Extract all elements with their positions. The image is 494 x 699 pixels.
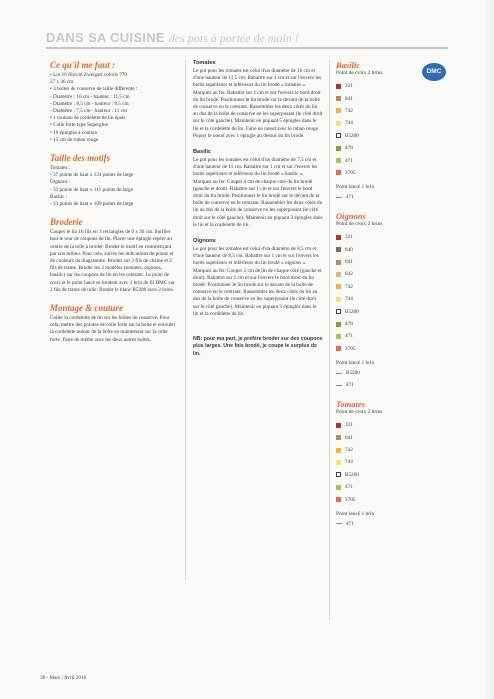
- thread-code: 470: [345, 321, 353, 328]
- thread-swatch: [336, 170, 341, 175]
- assembly-text: Coller la cordelette de lin sur les boîtes de conserve. Pour cela, mettre des pointes de colle forte sur la boîte et enrouler la cordelette autour de la boîte en maintenant sur la colle forte. Faire de même avec les deux autres boîtes.: [50, 315, 176, 343]
- embroidery-text: Couper le lin 16 fils en 3 rectangles de 9 x 36 cm. Surfiler tout le tour de coupons de lin. Placer une épingle repère au centre de la toile à broder. Broder le motif en commençant par son milieu. Pour cela, suivre les indications de points et de couleurs du diagramme. Brodez sur 2 fils de chaîne et 2 fils de trame. Broder les 3 modèles (tomates, oignons, basilic) sur les coupons de lin en les centrant. Le point de croix et le point lancé se brodent avec 1 brin de fil DMC sur 2 fils de trame de toile. Broder le blanc B5200 avec 2 brins.: [50, 229, 175, 293]
- thread-swatch: [336, 146, 341, 151]
- thread-code: 842: [345, 271, 353, 278]
- thread-swatch: [336, 247, 341, 252]
- page-edge-shadow: [484, 0, 494, 699]
- sizes-list-item: Basilic :: [50, 193, 68, 200]
- thread-code: 744: [345, 296, 353, 303]
- thread-row: [336, 330, 441, 342]
- thread-swatch: [336, 284, 341, 289]
- thread-swatch: [336, 423, 341, 428]
- lance-code: 471: [346, 520, 354, 527]
- thread-swatch: [336, 448, 341, 453]
- lance-row: [336, 518, 441, 530]
- thread-swatch: [336, 96, 341, 101]
- thread-code: 744: [345, 459, 353, 466]
- lance-stitch-mark: [336, 385, 342, 386]
- thread-swatch: [336, 235, 341, 240]
- section-title-sizes: Taille des motifs: [50, 153, 111, 164]
- thread-row: [336, 154, 441, 166]
- lance-code: B5200: [346, 370, 360, 377]
- sizes-list-item: - 33 points de haut x 111 points de large: [50, 186, 133, 193]
- materials-list: [50, 72, 178, 144]
- thread-row: [336, 343, 441, 355]
- thread-row: [336, 305, 441, 317]
- thread-row: [336, 469, 441, 481]
- thread-row: [336, 231, 441, 243]
- legend-subtitle-tomates: Point de croix 2 brins: [336, 409, 383, 416]
- section-title-assembly: Montage & couture: [50, 303, 124, 314]
- thread-swatch: [336, 346, 341, 351]
- thread-swatch: [336, 497, 341, 502]
- thread-row: [336, 256, 441, 268]
- header-title-script: des pots à portée de main !: [168, 31, 299, 45]
- thread-swatch: [336, 322, 341, 327]
- thread-row: [336, 281, 441, 293]
- legend-subtitle-oignons: Point de croix 2 brins: [336, 221, 383, 228]
- lance-code: 471: [346, 382, 354, 389]
- thread-legend: [336, 60, 441, 530]
- column-instructions: [193, 60, 323, 358]
- thread-row: [336, 130, 441, 142]
- lance-stitch-mark: [336, 523, 342, 524]
- materials-list-item: - Diamètre : 7,5 cm - hauteur : 11 cm: [50, 108, 128, 115]
- page-footer: 38 - Mars / Avril 2018: [40, 675, 87, 681]
- lance-stitch-mark: [336, 197, 342, 198]
- materials-list-item: • Colle forte type Superglue: [50, 122, 108, 129]
- thread-code: 321: [345, 422, 353, 429]
- thread-row: [336, 493, 441, 505]
- thread-swatch: [336, 297, 341, 302]
- thread-swatch: [336, 334, 341, 339]
- lance-label-tomates: Point lancé 1 brin: [336, 510, 375, 517]
- legend-group-oignons: [336, 211, 441, 391]
- thread-row: [336, 142, 441, 154]
- thread-code: 841: [345, 95, 353, 102]
- sizes-list-item: - 37 points de haut x 124 points de large: [50, 172, 134, 179]
- legend-title-tomates: Tomates: [336, 399, 365, 410]
- materials-list-item: • 10 épingles à couture: [50, 129, 98, 136]
- instructions-text-oignons: Le pot pour les tomates est celui d'un diamètre de 8,5 cm et d'une hauteur de 8,5 cm. Rabattre sur 1 cm et sur l'envers les bords supérieurs et inférieurs du lin brodé « oignons ». Marquez au fer. Couper 2 cm de lin de chaque côté (gauche et droit). Rabattre sur 1 cm et sur l'envers le bord droit du lin brodé. Positionner le lin brodé sur le devant de la boîte de conserve en le centrant. Rassembler les deux côtés du lin au dos de la boîte de conserve en les superposant (le côté droit sur le côté gauche). Maintenir en piquant 3 épingles dans le lin et la cordelette de lin.: [193, 246, 322, 317]
- page-header: [46, 26, 446, 52]
- thread-code: 321: [345, 83, 353, 90]
- thread-swatch: [336, 260, 341, 265]
- thread-row: [336, 117, 441, 129]
- thread-row: [336, 105, 441, 117]
- thread-row: [336, 456, 441, 468]
- thread-code: 471: [345, 157, 353, 164]
- thread-swatch: [336, 485, 341, 490]
- sizes-list: [50, 165, 178, 208]
- header-title: [46, 30, 299, 46]
- thread-code: 471: [345, 484, 353, 491]
- sizes-list-item: Oignons :: [50, 179, 71, 186]
- instructions-text-basilic: Le pot pour les tomates est celui d'un diamètre de 7,5 cm et d'une hauteur de 11 cm. Rabattre sur 1 cm et sur l'envers les bords supérieurs et inférieurs du lin brodé « basilic ». Marquez au fer. Couper 4 cm de chaque coté du lin brodé (gauche et droit). Rabattre sur 1 cm et sur l'envers le bord droit du lin brodé. Positionner le lin brodé sur le devant de la boîte de conserve en le centrant. Rassembler les deux côtés du lin au dos de la boîte de conserve en les superposant (le côté droit sur le côté gauche). Maintenir en piquant 3 épingles dans le lin et la cordelette de lin.: [193, 157, 323, 228]
- thread-swatch: [336, 472, 341, 477]
- legend-subtitle-basilic: Point de croix 2 brins: [336, 70, 383, 76]
- thread-code: 742: [345, 447, 353, 453]
- thread-swatch: [336, 435, 341, 440]
- header-rule: [46, 47, 448, 49]
- lance-stitch-mark: [336, 373, 342, 374]
- thread-swatch: [336, 158, 341, 163]
- thread-code: 471: [345, 333, 353, 340]
- thread-code: B5200: [345, 308, 359, 315]
- thread-swatch: [336, 272, 341, 277]
- thread-code: 840: [345, 246, 353, 253]
- thread-row: [336, 268, 441, 280]
- column-divider-2: [329, 60, 330, 620]
- materials-list-item: • 1 rouleau de cordelette de lin épais: [50, 115, 126, 122]
- thread-row: [336, 244, 441, 256]
- thread-row: [336, 293, 441, 305]
- thread-row: [336, 481, 441, 493]
- thread-swatch: [336, 133, 341, 138]
- lance-label-oignons: Point lancé 1 brin: [336, 360, 375, 367]
- materials-list-item: 27 x 36 cm: [50, 79, 74, 86]
- thread-code: 841: [345, 434, 353, 441]
- thread-code: B5200: [345, 132, 359, 139]
- section-title-embroidery: Broderie: [50, 217, 83, 228]
- sizes-list-item: Tomates :: [50, 165, 71, 172]
- thread-code: 3705: [345, 496, 356, 503]
- lance-code: 471: [346, 194, 354, 201]
- lance-row: [336, 367, 441, 379]
- legend-group-tomates: [336, 399, 441, 530]
- instructions-title-tomates: Tomates: [193, 60, 216, 66]
- thread-row: [336, 419, 441, 431]
- thread-code: 742: [345, 107, 353, 114]
- thread-code: 841: [345, 259, 353, 266]
- sizes-list-item: - 33 points de haut x 109 points de large: [50, 201, 134, 208]
- lance-label-basilic: Point lancé 1 brin: [336, 184, 375, 191]
- column-materials: [50, 60, 178, 344]
- thread-swatch: [336, 108, 341, 113]
- thread-code: 3705: [345, 345, 356, 352]
- instructions-text-tomates: Le pot pour les tomates est celui d'un diamètre de 10 cm et d'une hauteur de 11,5 cm. Rabattre sur 1 cm et sur l'envers les bords supérieurs et inférieurs du lin brodé « tomates ». Marquez au fer. Rabattre sur 1 cm et sur l'envers le bord droit du lin brodé. Positionner le lin brodé sur le devant de la boîte de conserve en le centrant. Rassembler les deux côtés du lin au dos de la boîte de conserve en les superposant (le côté droit sur le côté gauche). Maintenir en piquant 5 épingles dans le lin et la cordelette de lin. Faire un nœud avec le ruban rouge. Piquer le nœud avec 1 épingle au dessus du lin brodé.: [193, 68, 323, 139]
- lance-row: [336, 379, 441, 391]
- column-divider-1: [185, 60, 186, 580]
- thread-code: 742: [345, 283, 353, 290]
- thread-row: [336, 92, 441, 104]
- instructions-title-oignons: Oignons: [193, 238, 216, 245]
- thread-swatch: [336, 460, 341, 465]
- nb-note: NB: pour ma part, je préfère broder sur des coupons plus larges. Une fois brodé, je coupe le surplus de lin.: [193, 336, 323, 357]
- materials-list-item: • 15 cm de ruban rouge: [50, 136, 99, 143]
- thread-row: [336, 318, 441, 330]
- materials-list-item: - Diamètre : 8,5 cm - hauteur : 8,5 cm: [50, 100, 129, 107]
- instructions-title-basilic: Basilic: [193, 149, 212, 156]
- dmc-logo: DMC: [422, 63, 446, 81]
- thread-code: 744: [345, 120, 353, 127]
- thread-row: [336, 80, 441, 92]
- legend-group-basilic: [336, 60, 441, 203]
- thread-swatch: [336, 121, 341, 126]
- lance-row: [336, 191, 441, 203]
- legend-title-basilic: Basilic: [336, 60, 361, 70]
- thread-row: [336, 444, 441, 456]
- thread-swatch: [336, 84, 341, 89]
- section-title-materials: Ce qu'il me faut :: [50, 60, 115, 70]
- thread-row: [336, 167, 441, 179]
- thread-swatch: [336, 309, 341, 314]
- thread-code: 470: [345, 145, 353, 152]
- materials-list-item: • Lin 16 fils/cm Zweigart coloris 770: [50, 72, 128, 78]
- header-title-main: DANS SA CUISINE: [46, 30, 165, 45]
- thread-code: 321: [345, 234, 353, 241]
- thread-code: 3705: [345, 169, 356, 176]
- thread-code: B5200: [345, 471, 359, 478]
- materials-list-item: • 3 boîtes de conserve de taille différente :: [50, 86, 138, 93]
- thread-row: [336, 431, 441, 443]
- materials-list-item: - Diamètre : 10 cm - hauteur : 11,5 cm: [50, 93, 130, 100]
- legend-title-oignons: Oignons: [336, 211, 366, 222]
